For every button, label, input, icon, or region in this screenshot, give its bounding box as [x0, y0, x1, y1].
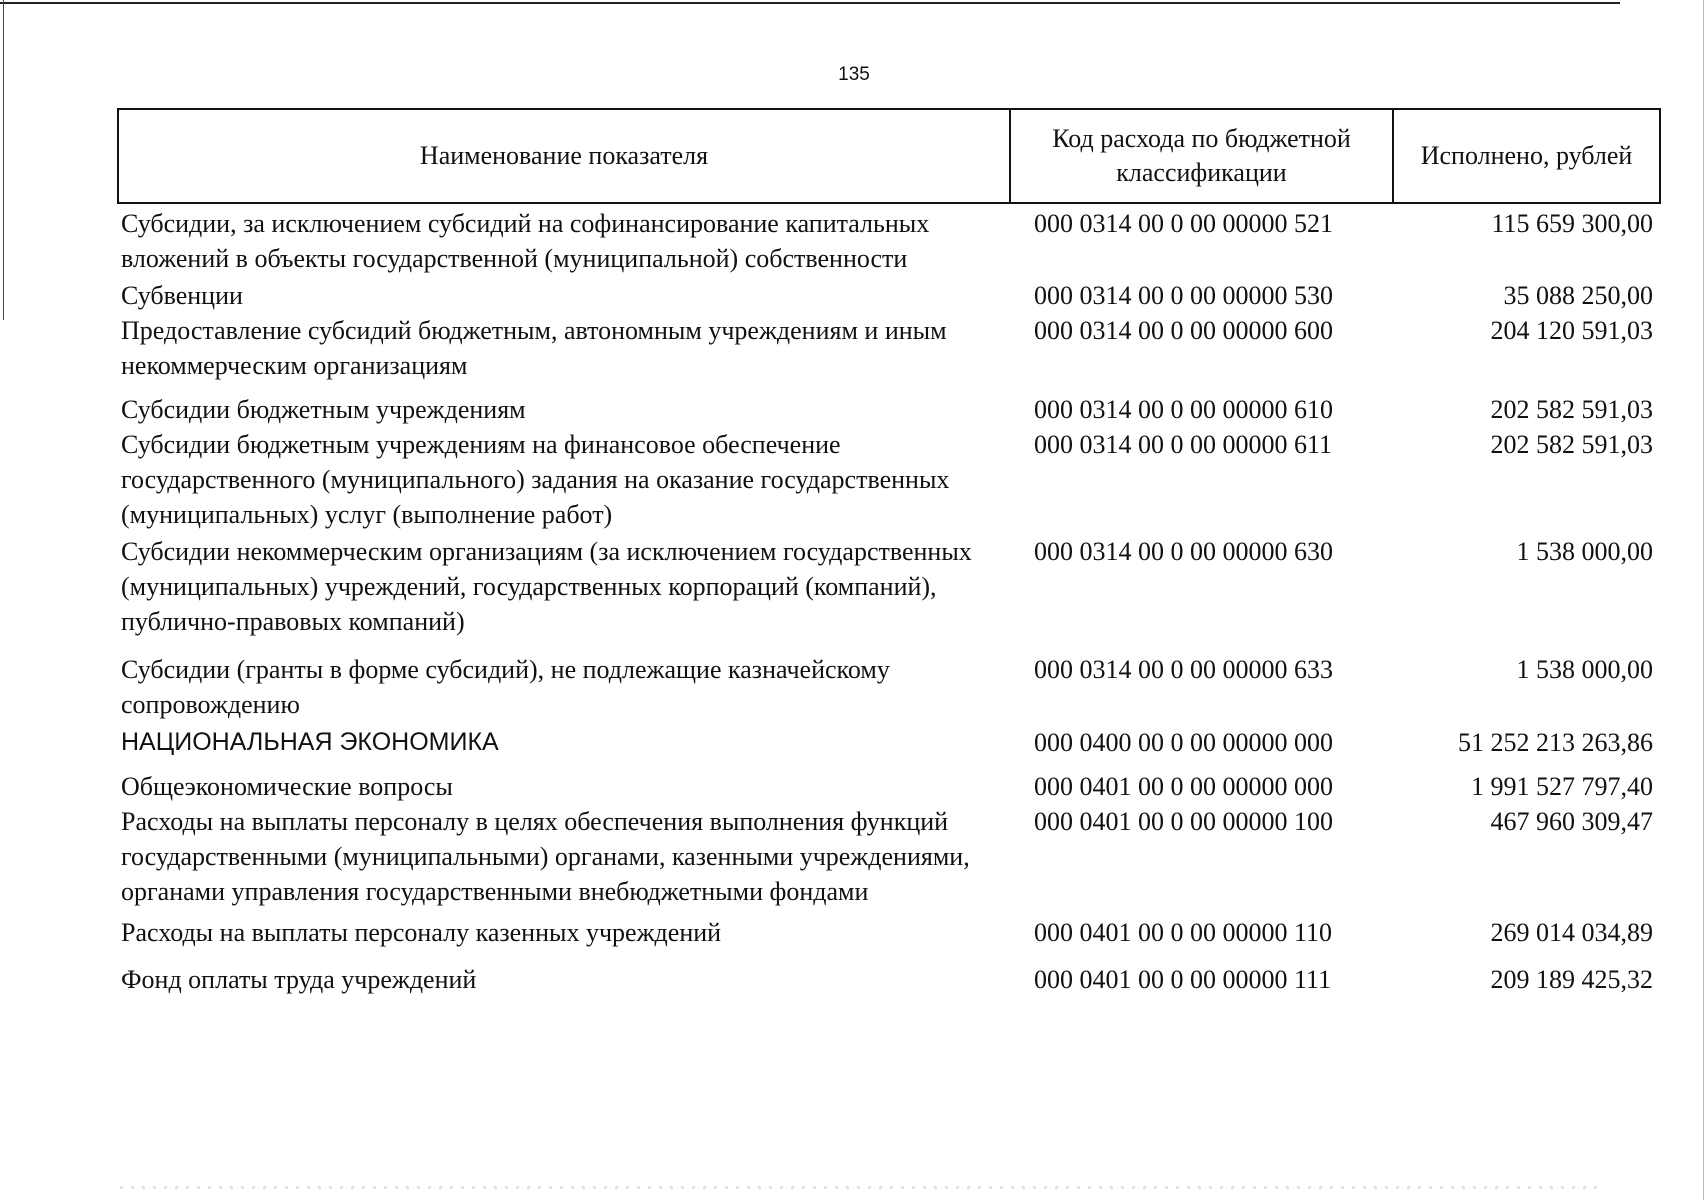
row-sum: 209 189 425,32: [1490, 965, 1653, 994]
row-sum: 204 120 591,03: [1490, 316, 1653, 345]
row-code: 000 0314 00 0 00 00000 521: [1034, 209, 1333, 238]
table-row: [117, 769, 1661, 804]
top-border-line: [0, 2, 1620, 4]
table-row: [117, 962, 1661, 997]
scan-noise-strip: [120, 1186, 1600, 1189]
row-code: 000 0314 00 0 00 00000 600: [1034, 316, 1333, 345]
table-row: [117, 534, 1661, 639]
row-name: Расходы на выплаты персоналу казенных учреждений: [121, 918, 722, 947]
row-code: 000 0401 00 0 00 00000 111: [1034, 965, 1332, 994]
table-row: [117, 278, 1661, 313]
row-sum: 1 991 527 797,40: [1471, 772, 1653, 801]
right-border-line: [1703, 0, 1704, 1200]
table-row: [117, 652, 1661, 722]
table-row: [117, 427, 1661, 532]
table-row: [117, 206, 1661, 276]
header-sum: Исполнено, рублей: [1392, 110, 1659, 202]
row-code: 000 0401 00 0 00 00000 000: [1034, 772, 1333, 801]
row-sum: 202 582 591,03: [1490, 430, 1653, 459]
row-name: НАЦИОНАЛЬНАЯ ЭКОНОМИКА: [121, 728, 499, 756]
table-row: [117, 392, 1661, 427]
row-sum: 202 582 591,03: [1490, 395, 1653, 424]
table-row: [117, 804, 1661, 909]
row-code: 000 0314 00 0 00 00000 611: [1034, 430, 1333, 459]
row-sum: 1 538 000,00: [1516, 537, 1653, 566]
row-name: Субсидии некоммерческим организациям (за исключением государственных (муниципальных) учреждений, государственных корпораций (компаний), публично-правовых компаний): [121, 537, 972, 636]
header-name: Наименование показателя: [419, 141, 709, 170]
row-name: Субсидии, за исключением субсидий на софинансирование капитальных вложений в объекты государственной (муниципальной) собственности: [121, 209, 930, 273]
row-code: 000 0314 00 0 00 00000 630: [1034, 537, 1333, 566]
row-sum: 35 088 250,00: [1503, 281, 1653, 310]
row-name: Предоставление субсидий бюджетным, автономным учреждениям и иным некоммерческим организациям: [121, 316, 947, 380]
row-sum: 115 659 300,00: [1491, 209, 1653, 238]
row-code: 000 0314 00 0 00 00000 610: [1034, 395, 1333, 424]
row-name: Фонд оплаты труда учреждений: [121, 965, 477, 994]
budget-table: [117, 108, 1661, 997]
row-sum: 269 014 034,89: [1490, 918, 1653, 947]
row-code: 000 0401 00 0 00 00000 100: [1034, 807, 1333, 836]
table-row: [117, 313, 1661, 383]
row-name: Общеэкономические вопросы: [121, 772, 453, 801]
row-name: Субсидии (гранты в форме субсидий), не подлежащие казначейскому сопровождению: [121, 655, 890, 719]
table-header: [117, 108, 1661, 204]
row-code: 000 0401 00 0 00 00000 110: [1034, 918, 1333, 947]
page-number: 135: [838, 64, 870, 85]
table-row: [117, 725, 1661, 760]
row-code: 000 0314 00 0 00 00000 530: [1034, 281, 1333, 310]
row-sum: 467 960 309,47: [1490, 807, 1653, 836]
row-name: Субсидии бюджетным учреждениям: [121, 395, 526, 424]
row-code: 000 0400 00 0 00 00000 000: [1034, 728, 1333, 757]
table-row: [117, 915, 1661, 950]
row-name: Расходы на выплаты персоналу в целях обеспечения выполнения функций государственными (муниципальными) органами, казенными учреждениями, органами управления государственными внебюджетными фондами: [121, 807, 970, 906]
row-name: Субсидии бюджетным учреждениям на финансовое обеспечение государственного (муниципального) задания на оказание государственных (муниципальных) услуг (выполнение работ): [121, 430, 950, 529]
header-code: Код расхода по бюджетной классификации: [1009, 110, 1392, 202]
row-sum: 1 538 000,00: [1516, 655, 1653, 684]
row-sum: 51 252 213 263,86: [1458, 728, 1653, 757]
row-code: 000 0314 00 0 00 00000 633: [1034, 655, 1333, 684]
left-border-line: [3, 0, 4, 320]
row-name: Субвенции: [121, 281, 243, 310]
